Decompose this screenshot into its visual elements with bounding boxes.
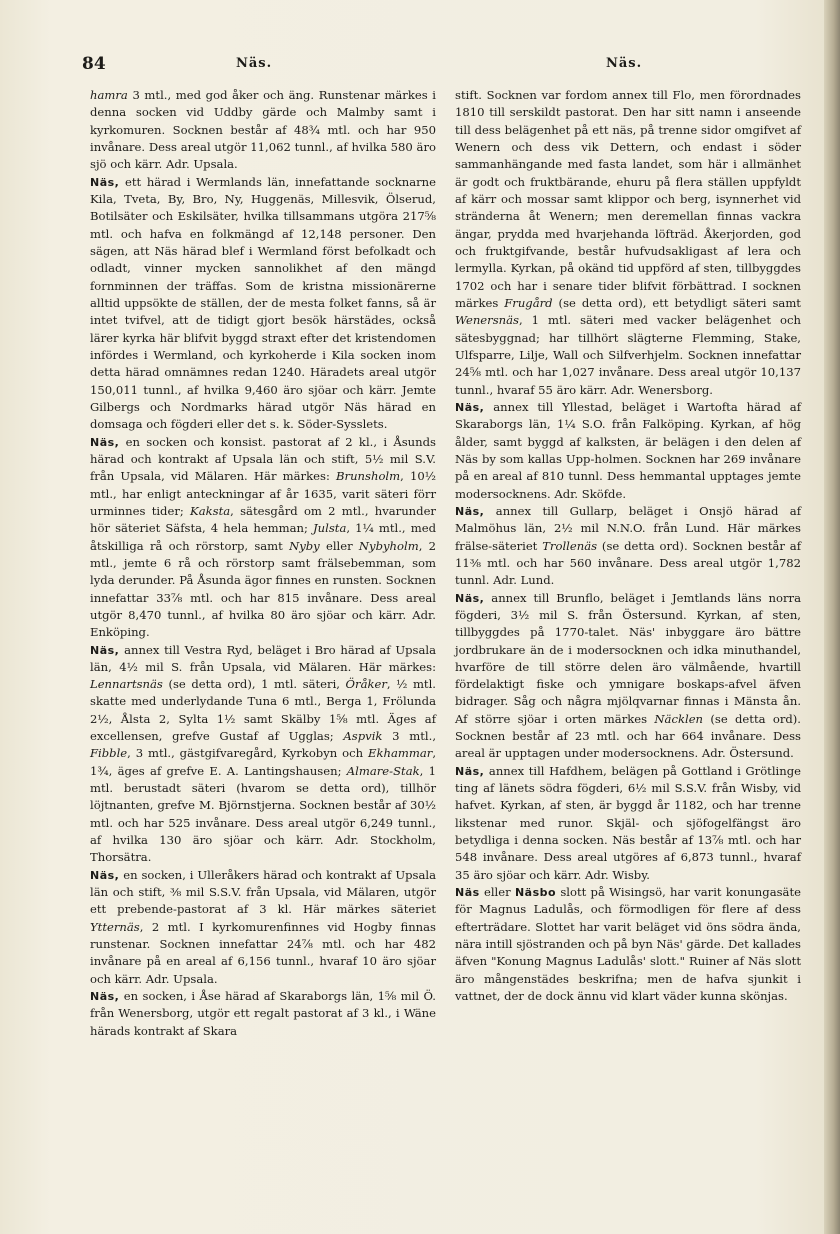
entry-keyword: Näs,: [90, 868, 120, 882]
entry-nas-brunflo: Näs, annex till Brunflo, beläget i Jemtlands läns norra fögderi, 3½ mil S. från Östersund. Kyrkan, af sten, tillbyggdes på 1770-talet. Näs' inbyggare äro bättre jordbrukare än de i modersocknen och idka minuthandel, hvarföre de till större delen äro välmående, hvartill fördelaktigt fiske och ymnigare boskaps-afvel äfven bidrager. Såg och några mjölqvarnar finnas i Mänsta ån. Af större sjöar i orten märkes Näcklen (se detta ord). Socknen består af 23 mtl. och har 664 invånare. Dess areal är upptagen under modersocknens. Adr. Östersund.: [455, 590, 801, 761]
entry-nas-harad-wermland: Näs, ett härad i Wermlands län, innefattande socknarne Kila, Tveta, By, Bro, Ny, Huggenäs, Millesvik, Ölserud, Botilsäter och Eskilsäter, hvilka tillsammans utgöra 217⅝ mtl. och hafva en folkmängd af 12,148 personer. Den sägen, att Näs härad blef i Wermland först befolkadt och odladt, vinner mycken sannolikhet af den mängd fornminnen der träffas. Som de kristna missionärerne alltid uppsökte de ställen, der de mesta folket fanns, så är intet tvifvel, att de tidigt gjort besök härstädes, också lärer kyrka här blifvit byggd straxt efter det kristendomen infördes i Wermland, och kyrkoherde i Kila socken inom detta härad omnämnes redan 1240. Häradets areal utgör 150,011 tunnl., af hvilka 9,460 äro sjöar och kärr. Jemte Gilbergs och Nordmarks härad utgör Näs härad en domsaga och fögderi eller det s. k. Söder-Sysslets.: [90, 174, 436, 432]
entry-continued: hamra 3 mtl., med god åker och äng. Runstenar märkes i denna socken vid Uddby gärde och Malmby samt i kyrkomuren. Socknen består af 48¾ mtl. och har 950 invånare. Dess areal utgör 11,062 tunnl., af hvilka 580 äro sjö och kärr. Adr. Upsala.: [90, 88, 436, 172]
entry-continued-ase: stift. Socknen var fordom annex till Flo, men förordnades 1810 till serskildt pastorat. Den har sitt namn i anseende till dess belägenhet på ett näs, på trenne sidor omgifvet af Wenern och dess vik Dettern, och endast i söder sammanhängande med fasta landet, som här i allmänhet är godt och fruktbärande, ehuru på flera ställen uppfyldt af kärr och mossar samt klippor och berg, isynnerhet vid stränderna åt Wenern; men deremellan finnas vackra ängar, prydda med hvarjehanda löfträd. Åkerjorden, god och fruktgifvande, består hufvudsakligast af lera och lermylla. Kyrkan, på okänd tid uppförd af sten, tillbyggdes 1702 och har i senare tider blifvit förbättrad. I socknen märkes Frugård (se detta ord), ett betydligt säteri samt Wenersnäs, 1 mtl. säteri med vacker belägenhet och sätesbyggnad; har tillhört slägterne Flemming, Stake, Ulfsparre, Lilje, Wall och Silfverhjelm. Socknen innefattar 24⅝ mtl. och har 1,027 invånare. Dess areal utgör 10,137 tunnl., hvaraf 55 äro kärr. Adr. Wenersborg.: [455, 88, 801, 397]
left-column: [90, 87, 436, 1040]
entry-nas-ase: Näs, en socken, i Åse härad af Skaraborgs län, 1⅝ mil Ö. från Wenersborg, utgör ett regalt pastorat af 3 kl., i Wäne härads kontrakt af Skara: [90, 989, 436, 1038]
entry-keyword: Näs,: [455, 400, 485, 414]
entry-keyword: Näs,: [90, 435, 120, 449]
page-edge: [824, 0, 840, 1234]
running-head-right: Näs.: [606, 56, 643, 71]
entry-keyword: Näs,: [455, 504, 485, 518]
entry-keyword: Näs,: [455, 764, 485, 778]
running-head-left: Näs.: [236, 56, 273, 71]
page-number: 84: [82, 54, 106, 74]
entry-keyword: Näs,: [90, 990, 120, 1004]
entry-nas-vestra-ryd: Näs, annex till Vestra Ryd, beläget i Bro härad af Upsala län, 4½ mil S. från Upsala, vid Mälaren. Här märkes: Lennartsnäs (se detta ord), 1 mtl. säteri, Öråker, ½ mtl. skatte med underlydande Tuna 6 mtl., Berga 1, Frölunda 2½, Ålsta 2, Sylta 1½ samt Skälby 1⅝ mtl. Äges af excellensen, grefve Gustaf af Ugglas; Aspvik 3 mtl., Fibble, 3 mtl., gästgifvaregård, Kyrkobyn och Ekhammar, 1¾, äges af grefve E. A. Lantingshausen; Almare-Stak, 1 mtl. berustadt säteri (hvarom se detta ord), tillhör löjtnanten, grefve M. Björnstjerna. Socknen består af 30½ mtl. och har 525 invånare. Dess areal utgör 6,249 tunnl., af hvilka 130 äro sjöar och kärr. Adr. Stockholm, Thorsätra.: [90, 642, 436, 865]
page-header: [0, 52, 840, 76]
entry-keyword: Näs: [455, 886, 480, 900]
entry-nas-yllestad: Näs, annex till Yllestad, beläget i Wartofta härad af Skaraborgs län, 1¼ S.O. från Falköping. Kyrkan, af hög ålder, samt byggd af kalksten, är belägen i den delen af Näs by som kallas Upp-holmen. Socknen har 269 invånare på en areal af 810 tunnl. Dess hemmantal upptages jemte modersocknens. Adr. Sköfde.: [455, 399, 801, 501]
entry-nas-gullarp: Näs, annex till Gullarp, beläget i Onsjö härad af Malmöhus län, 2½ mil N.N.O. från Lund. Här märkes frälse-säteriet Trollenäs (se detta ord). Socknen består af 11⅜ mtl. och har 560 invånare. Dess areal utgör 1,782 tunnl. Adr. Lund.: [455, 503, 801, 588]
entry-keyword: Näs,: [90, 175, 120, 189]
entry-keyword: Näsbo: [514, 886, 557, 900]
entry-keyword: Näs,: [90, 643, 120, 657]
entry-nas-hafdhem: Näs, annex till Hafdhem, belägen på Gottland i Grötlinge ting af länets södra fögderi, 6½ mil S.S.V. från Wisby, vid hafvet. Kyrkan, af sten, är byggd år 1182, och har trenne likstenar med runor. Skjäl- och sjöfogelfängst äro betydliga i denna socken. Näs består af 13⅞ mtl. och har 548 invånare. Dess areal utgöres af 6,873 tunnl., hvaraf 35 äro sjöar och kärr. Adr. Wisby.: [455, 763, 801, 882]
right-column: [455, 87, 801, 1005]
entry-nas-slott: Näs eller Näsbo slott på Wisingsö, har varit konungasäte för Magnus Ladulås, och förmodligen för flere af dess efterträdare. Slottet har varit beläget vid öns södra ända, nära intill sjöstranden och på byn Näs' gärde. Det kallades äfven "Konung Magnus Ladulås' slott." Ruiner af Näs slott äro mångenstädes beskrifna; men de hafva sjunkit i vattnet, der de dock ännu vid klart väder kunna skönjas.: [455, 885, 801, 1004]
entry-nas-asunds: Näs, en socken och konsist. pastorat af 2 kl., i Åsunds härad och kontrakt af Upsala län och stift, 5½ mil S.V. från Upsala, vid Mälaren. Här märkes: Brunsholm, 10½ mtl., har enligt anteckningar af år 1635, varit säteri förr urminnes tider; Kaksta, sätesgård om 2 mtl., hvarunder hör säteriet Säfsta, 4 hela hemman; Julsta, 1¼ mtl., med åtskilliga rå och rörstorp, samt Nyby eller Nybyholm, 2 mtl., jemte 6 rå och rörstorp samt frälsebemman, som lyda derunder. På Åsunda ägor finnes en runsten. Socknen innefattar 33⅞ mtl. och har 815 invånare. Dess areal utgör 8,470 tunnl., af hvilka 80 äro sjöar och kärr. Adr. Enköping.: [90, 434, 436, 640]
entry-nas-ullerakers: Näs, en socken, i Ulleråkers härad och kontrakt af Upsala län och stift, ⅜ mil S.S.V. från Upsala, vid Mälaren, utgör ett prebende-pastorat af 3 kl. Här märkes säteriet Ytternäs, 2 mtl. I kyrkomurenfinnes vid Hogby finnas runstenar. Socknen innefattar 24⅞ mtl. och har 482 invånare på en areal af 6,156 tunnl., hvaraf 10 äro sjöar och kärr. Adr. Upsala.: [90, 867, 436, 986]
entry-keyword: Näs,: [455, 591, 485, 605]
